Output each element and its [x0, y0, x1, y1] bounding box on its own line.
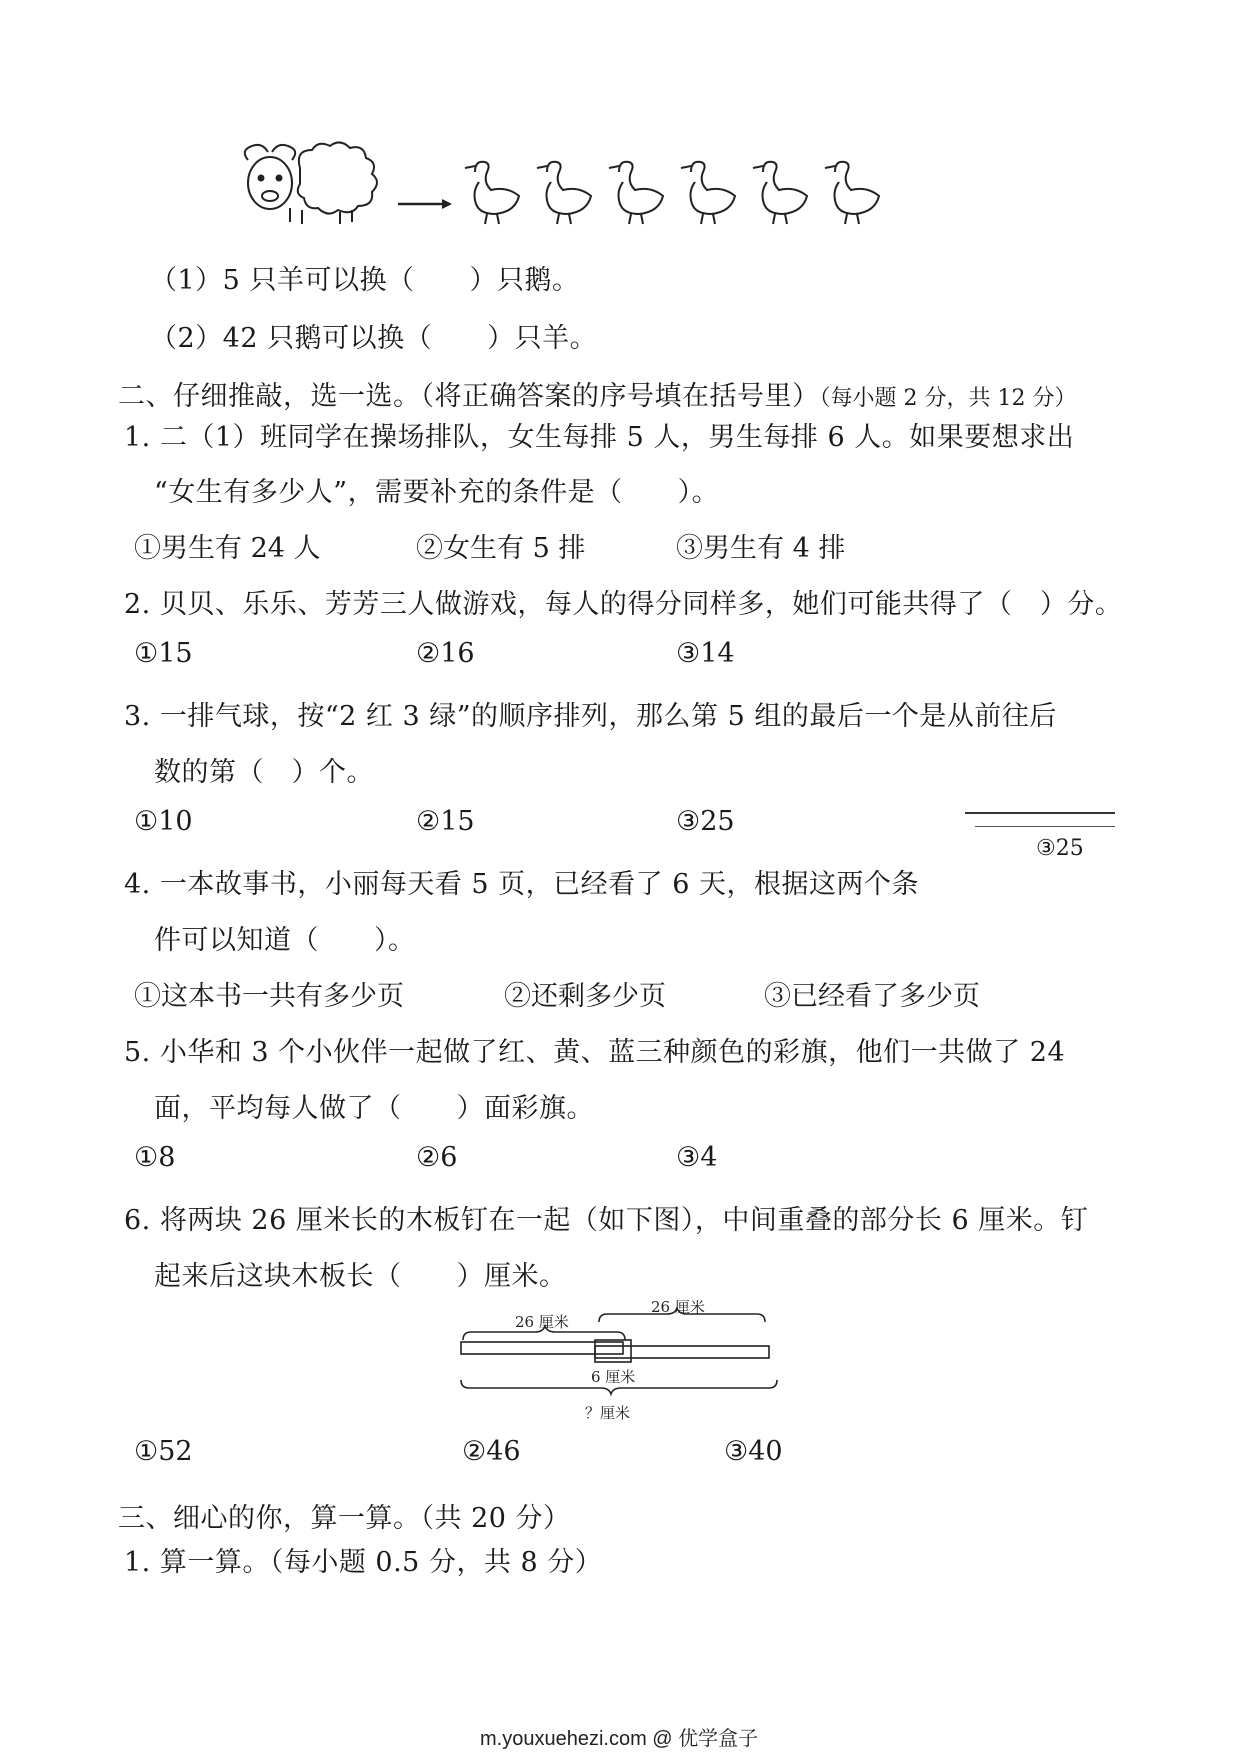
- option: ①10: [134, 806, 193, 837]
- section-heading: 三、细心的你，算一算。（共 20 分）: [118, 1503, 571, 1534]
- question-text: “女生有多少人”，需要补充的条件是（ ）。: [154, 477, 720, 508]
- option: ①这本书一共有多少页: [134, 981, 404, 1012]
- question-text: 3. 一排气球，按“2 红 3 绿”的顺序排列，那么第 5 组的最后一个是从前往后: [124, 701, 1057, 732]
- option: ②还剩多少页: [504, 981, 666, 1012]
- option: ①男生有 24 人: [134, 533, 321, 564]
- goose-icon: [681, 162, 735, 224]
- goose-icon: [825, 162, 879, 224]
- question-text: 1. 算一算。（每小题 0.5 分，共 8 分）: [124, 1547, 603, 1578]
- score-note: （每小题 2 分，共 12 分）: [819, 386, 1077, 411]
- sheep-icon: [245, 142, 377, 224]
- sheep-geese-illustration: [230, 138, 910, 233]
- scan-line: [975, 826, 1115, 827]
- option: ③14: [676, 638, 735, 669]
- footer-watermark: m.youxuehezi.com @ 优学盒子: [480, 1728, 759, 1750]
- question-text: 件可以知道（ ）。: [154, 925, 416, 956]
- option: ②16: [416, 638, 475, 669]
- question-text: 1. 二（1）班同学在操场排队，女生每排 5 人，男生每排 6 人。如果要想求出: [124, 422, 1075, 453]
- goose-icon: [753, 162, 807, 224]
- option: ③40: [724, 1436, 783, 1467]
- option: ③4: [676, 1142, 718, 1173]
- option: ③25: [676, 806, 735, 837]
- label-right-board: 26 厘米: [651, 1300, 705, 1316]
- question-text: 4. 一本故事书，小丽每天看 5 页，已经看了 6 天，根据这两个条: [124, 869, 920, 900]
- option: ②女生有 5 排: [416, 533, 586, 564]
- question-text: （2）42 只鹅可以换（ ）只羊。: [150, 323, 598, 354]
- option: ③男生有 4 排: [676, 533, 846, 564]
- label-left-board: 26 厘米: [515, 1313, 569, 1331]
- question-text: 2. 贝贝、乐乐、芳芳三人做游戏，每人的得分同样多，她们可能共得了（ ）分。: [124, 589, 1123, 620]
- goose-icon: [609, 162, 663, 224]
- question-text: 面，平均每人做了（ ）面彩旗。: [154, 1093, 594, 1124]
- option: ②6: [416, 1142, 458, 1173]
- label-overlap: 6 厘米: [591, 1368, 636, 1386]
- option: ①52: [134, 1436, 193, 1467]
- question-text: 起来后这块木板长（ ）厘米。: [154, 1261, 567, 1292]
- scan-line: [965, 812, 1115, 814]
- question-text: （1）5 只羊可以换（ ）只鹅。: [150, 265, 580, 296]
- option: ②15: [416, 806, 475, 837]
- question-text: 5. 小华和 3 个小伙伴一起做了红、黄、蓝三种颜色的彩旗，他们一共做了 24: [124, 1037, 1066, 1068]
- section-title: 二、仔细推敲，选一选。（将正确答案的序号填在括号里）: [118, 381, 820, 412]
- option: ①15: [134, 638, 193, 669]
- label-total: ？厘米: [585, 1404, 631, 1422]
- section-heading: [118, 374, 1076, 413]
- option: ②46: [462, 1436, 521, 1467]
- handwritten-answer: ③25: [1036, 836, 1084, 861]
- board-overlap-diagram: [455, 1300, 795, 1432]
- question-text: 数的第（ ）个。: [154, 757, 374, 788]
- arrow-icon: [398, 199, 452, 209]
- option: ③已经看了多少页: [764, 981, 980, 1012]
- goose-icon: [465, 162, 519, 224]
- question-text: 6. 将两块 26 厘米长的木板钉在一起（如下图），中间重叠的部分长 6 厘米。钉: [124, 1205, 1089, 1236]
- goose-icon: [537, 162, 591, 224]
- option: ①8: [134, 1142, 176, 1173]
